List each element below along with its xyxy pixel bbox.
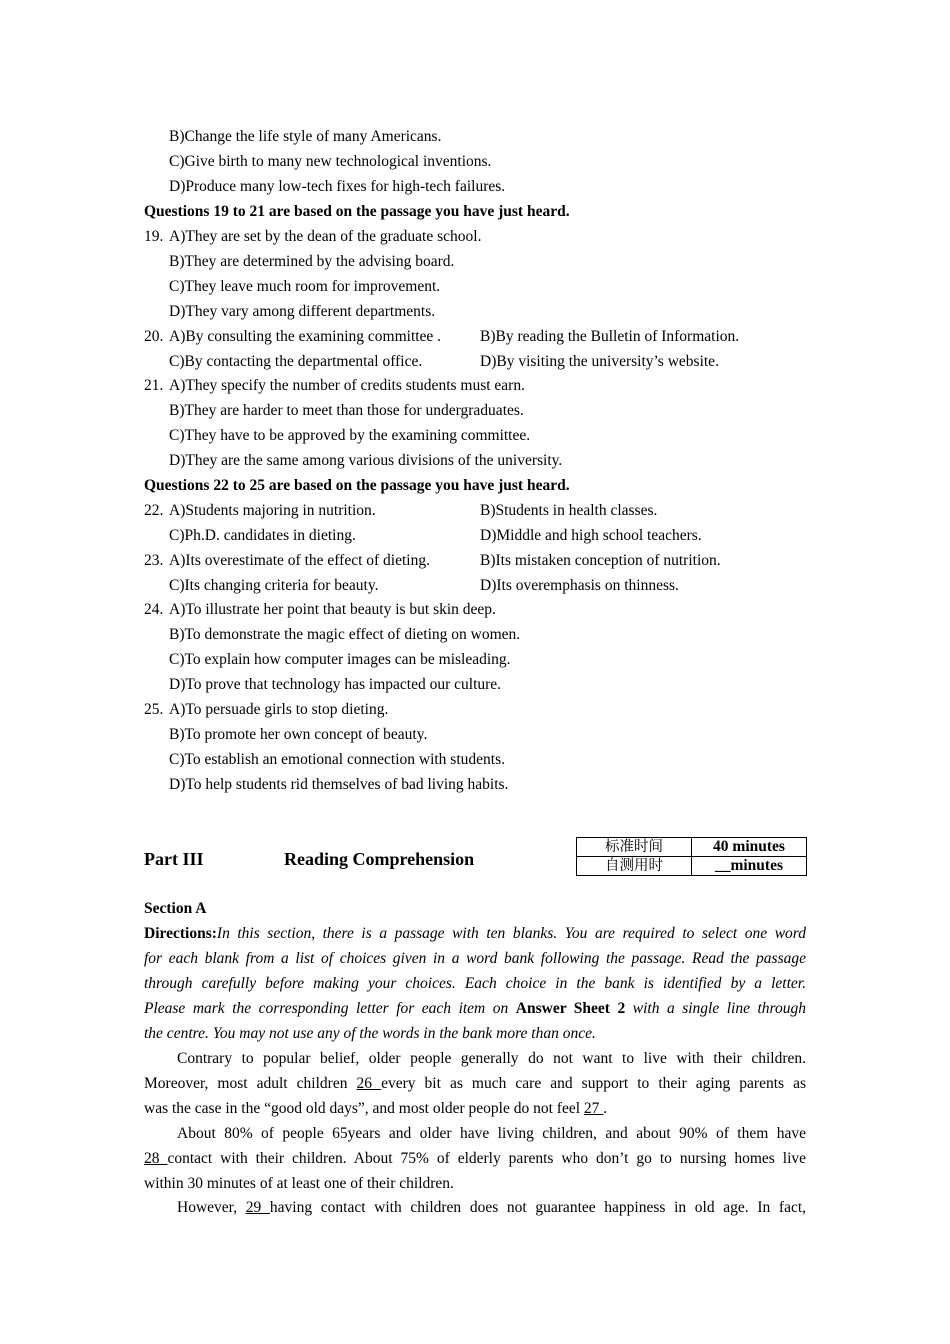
q22-option-c: C)Ph.D. candidates in dieting. bbox=[169, 527, 356, 544]
passage-p2-line-2 bbox=[144, 1146, 806, 1171]
passage-text: every bit as much care and support to their aging parents as bbox=[381, 1075, 806, 1092]
time-table bbox=[576, 837, 807, 876]
q23-option-b: B)Its mistaken conception of nutrition. bbox=[480, 552, 721, 569]
q22-option-d: D)Middle and high school teachers. bbox=[480, 527, 702, 544]
passage-p1-line-3 bbox=[144, 1096, 806, 1121]
passage-p2-line-1: About 80% of people 65years and older have living children, and about 90% of them have bbox=[177, 1125, 806, 1142]
directions-line-5: the centre. You may not use any of the words in the bank more than once. bbox=[144, 1025, 596, 1042]
q21-number: 21. bbox=[144, 377, 164, 394]
directions-label: Directions: bbox=[144, 925, 217, 942]
directions-text-4a: Please mark the corresponding letter for each item on bbox=[144, 1000, 516, 1017]
questions-19-21-header: Questions 19 to 21 are based on the passage you have just heard. bbox=[144, 203, 570, 220]
q24-option-a: A)To illustrate her point that beauty is but skin deep. bbox=[169, 601, 496, 618]
blank-29: 29 bbox=[245, 1199, 270, 1216]
q23-option-d: D)Its overemphasis on thinness. bbox=[480, 577, 679, 594]
q21-option-a: A)They specify the number of credits students must earn. bbox=[169, 377, 525, 394]
blank-28: 28 bbox=[144, 1150, 168, 1167]
q22-number: 22. bbox=[144, 502, 164, 519]
q25-number: 25. bbox=[144, 701, 164, 718]
questions-22-25-header: Questions 22 to 25 are based on the passage you have just heard. bbox=[144, 477, 570, 494]
passage-text: . bbox=[603, 1100, 608, 1117]
part-label: Part III bbox=[144, 849, 204, 869]
passage-text: contact with their children. About 75% of elderly parents who don’t go to nursing homes live bbox=[167, 1150, 806, 1167]
standard-time-label: 标准时间 bbox=[577, 838, 692, 857]
q18-option-b: B)Change the life style of many Americans. bbox=[169, 128, 442, 145]
q20-option-c: C)By contacting the departmental office. bbox=[169, 353, 423, 370]
q25-option-d: D)To help students rid themselves of bad living habits. bbox=[169, 776, 509, 793]
q24-option-b: B)To demonstrate the magic effect of dieting on women. bbox=[169, 626, 521, 643]
q19-option-a: A)They are set by the dean of the graduate school. bbox=[169, 228, 482, 245]
q20-option-d: D)By visiting the university’s website. bbox=[480, 353, 719, 370]
section-heading: Section A bbox=[144, 900, 207, 917]
answer-sheet-label: Answer Sheet 2 bbox=[515, 1000, 626, 1017]
passage-text: Moreover, most adult children bbox=[144, 1075, 357, 1092]
self-time-label: 自测用时 bbox=[577, 857, 692, 876]
directions-line-3: through carefully before making your choices. Each choice in the bank is identified by a letter. bbox=[144, 975, 806, 992]
q19-option-d: D)They vary among different departments. bbox=[169, 303, 436, 320]
q21-option-d: D)They are the same among various divisions of the university. bbox=[169, 452, 563, 469]
q25-option-b: B)To promote her own concept of beauty. bbox=[169, 726, 428, 743]
directions-line-2: for each blank from a list of choices given in a word bank following the passage. Read the passage bbox=[144, 950, 806, 967]
passage-p1-line-1: Contrary to popular belief, older people generally do not want to live with their children. bbox=[177, 1050, 806, 1067]
q20-option-b: B)By reading the Bulletin of Information. bbox=[480, 328, 740, 345]
q19-option-b: B)They are determined by the advising board. bbox=[169, 253, 455, 270]
q24-option-d: D)To prove that technology has impacted our culture. bbox=[169, 676, 502, 693]
passage-text: having contact with children does not guarantee happiness in old age. In fact, bbox=[269, 1199, 806, 1216]
passage-p3-line-1 bbox=[177, 1195, 806, 1220]
q19-option-c: C)They leave much room for improvement. bbox=[169, 278, 441, 295]
q18-option-d: D)Produce many low-tech fixes for high-tech failures. bbox=[169, 178, 506, 195]
q23-option-a: A)Its overestimate of the effect of dieting. bbox=[169, 552, 430, 569]
q24-number: 24. bbox=[144, 601, 164, 618]
q22-option-b: B)Students in health classes. bbox=[480, 502, 658, 519]
directions-text-1: In this section, there is a passage with ten blanks. You are required to select one word bbox=[216, 925, 806, 942]
self-time-value: __minutes bbox=[692, 857, 807, 876]
q21-option-c: C)They have to be approved by the examining committee. bbox=[169, 427, 531, 444]
q20-number: 20. bbox=[144, 328, 164, 345]
directions-text-4b: with a single line through bbox=[625, 1000, 806, 1017]
q18-option-c: C)Give birth to many new technological inventions. bbox=[169, 153, 492, 170]
directions-line-4 bbox=[144, 996, 806, 1021]
passage-p2-line-3: within 30 minutes of at least one of their children. bbox=[144, 1175, 454, 1192]
q25-option-c: C)To establish an emotional connection with students. bbox=[169, 751, 505, 768]
q23-option-c: C)Its changing criteria for beauty. bbox=[169, 577, 379, 594]
q22-option-a: A)Students majoring in nutrition. bbox=[169, 502, 376, 519]
passage-text: was the case in the “good old days”, and most older people do not feel bbox=[144, 1100, 584, 1117]
q21-option-b: B)They are harder to meet than those for undergraduates. bbox=[169, 402, 524, 419]
passage-text: However, bbox=[177, 1199, 246, 1216]
q19-number: 19. bbox=[144, 228, 164, 245]
blank-27: 27 bbox=[583, 1100, 604, 1117]
passage-p1-line-2 bbox=[144, 1071, 806, 1096]
q23-number: 23. bbox=[144, 552, 164, 569]
q25-option-a: A)To persuade girls to stop dieting. bbox=[169, 701, 389, 718]
q20-option-a: A)By consulting the examining committee . bbox=[169, 328, 442, 345]
directions-line-1 bbox=[144, 921, 806, 946]
q24-option-c: C)To explain how computer images can be misleading. bbox=[169, 651, 511, 668]
part-title: Reading Comprehension bbox=[284, 849, 475, 869]
blank-26: 26 bbox=[356, 1075, 382, 1092]
standard-time-value: 40 minutes bbox=[692, 838, 807, 857]
